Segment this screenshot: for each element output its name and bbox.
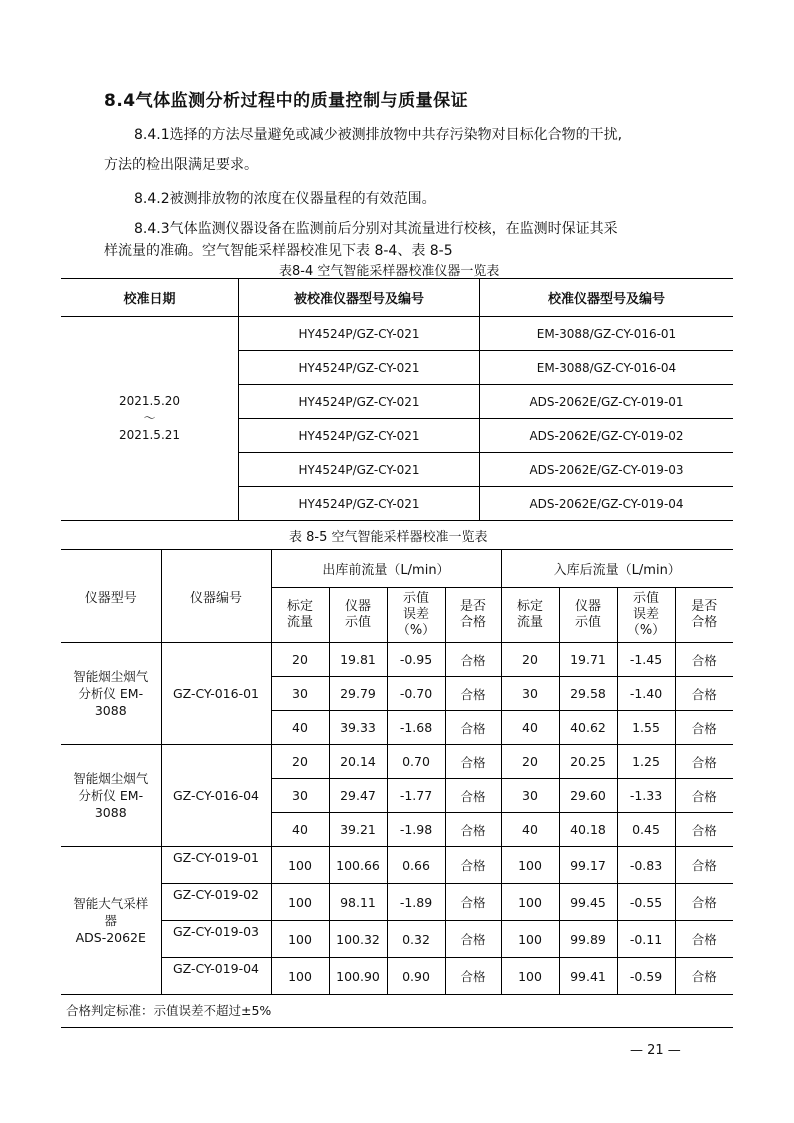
calibrated-instrument: HY4524P/GZ-CY-021 [239,351,480,385]
standard-flow-after: 20 [501,745,559,779]
pass-after: 合格 [675,847,733,884]
standard-flow-after: 100 [501,921,559,958]
pass-after: 合格 [675,711,733,745]
standard-flow-after: 100 [501,958,559,995]
indicated-before: 39.21 [329,813,387,847]
standard-flow-before: 100 [271,884,329,921]
error-before: -0.95 [387,643,445,677]
instrument-id-cell: GZ-CY-019-01 [161,847,271,884]
header-flow-before: 出库前流量（L/min） [271,550,501,588]
paragraph-8-4-3-line1: 8.4.3气体监测仪器设备在监测前后分别对其流量进行校核，在监测时保证其采 [134,221,618,237]
section-heading: 8.4气体监测分析过程中的质量控制与质量保证 [104,91,469,111]
calibrating-instrument: EM-3088/GZ-CY-016-01 [480,317,734,351]
calibrated-instrument: HY4524P/GZ-CY-021 [239,317,480,351]
instrument-id-cell: GZ-CY-019-04 [161,958,271,995]
table-header-row [61,279,733,317]
table-row [61,958,733,995]
subheader-indicated-value: 仪器 示值 [329,588,387,643]
indicated-before: 100.66 [329,847,387,884]
header-instrument-id: 仪器编号 [161,550,271,643]
indicated-after: 99.17 [559,847,617,884]
date-separator: ～ [143,411,156,425]
indicated-after: 99.41 [559,958,617,995]
error-after: 1.55 [617,711,675,745]
pass-before: 合格 [445,847,501,884]
calibrated-instrument: HY4524P/GZ-CY-021 [239,453,480,487]
pass-after: 合格 [675,745,733,779]
standard-flow-before: 100 [271,958,329,995]
paragraph-8-4-2: 8.4.2被测排放物的浓度在仪器量程的有效范围。 [134,191,436,207]
pass-before: 合格 [445,711,501,745]
subheader-pass: 是否 合格 [445,588,501,643]
standard-flow-after: 40 [501,813,559,847]
error-after: -1.45 [617,643,675,677]
sampler-calibration-table [61,549,733,995]
calibrating-instrument: EM-3088/GZ-CY-016-04 [480,351,734,385]
subheader-standard-flow: 标定 流量 [501,588,559,643]
error-before: -1.68 [387,711,445,745]
error-before: 0.90 [387,958,445,995]
instrument-id-cell: GZ-CY-016-04 [161,745,271,847]
indicated-before: 98.11 [329,884,387,921]
subheader-standard-flow: 标定 流量 [271,588,329,643]
error-after: -0.59 [617,958,675,995]
error-before: 0.70 [387,745,445,779]
pass-after: 合格 [675,643,733,677]
pass-before: 合格 [445,677,501,711]
standard-flow-before: 100 [271,921,329,958]
header-calibration-date: 校准日期 [61,279,239,317]
error-before: -1.89 [387,884,445,921]
instrument-id-cell: GZ-CY-016-01 [161,643,271,745]
pass-before: 合格 [445,779,501,813]
calibrated-instrument: HY4524P/GZ-CY-021 [239,385,480,419]
indicated-after: 20.25 [559,745,617,779]
indicated-after: 40.18 [559,813,617,847]
pass-after: 合格 [675,779,733,813]
pass-before: 合格 [445,813,501,847]
calibrating-instrument: ADS-2062E/GZ-CY-019-01 [480,385,734,419]
subheader-error: 示值 误差 （%） [617,588,675,643]
pass-before: 合格 [445,921,501,958]
pass-after: 合格 [675,813,733,847]
header-flow-after: 入库后流量（L/min） [501,550,733,588]
indicated-before: 29.79 [329,677,387,711]
standard-flow-after: 40 [501,711,559,745]
standard-flow-before: 40 [271,813,329,847]
calibration-date-cell [61,317,239,521]
pass-after: 合格 [675,884,733,921]
calibrated-instrument: HY4524P/GZ-CY-021 [239,487,480,521]
standard-flow-after: 30 [501,779,559,813]
pass-after: 合格 [675,677,733,711]
standard-flow-after: 100 [501,884,559,921]
table-row [61,745,733,779]
standard-flow-before: 30 [271,677,329,711]
pass-after: 合格 [675,921,733,958]
table-row [61,317,733,351]
table-row [61,643,733,677]
calibration-instrument-table [61,278,733,521]
table-row [61,884,733,921]
paragraph-8-4-1-line2: 方法的检出限满足要求。 [104,157,258,173]
error-after: -1.40 [617,677,675,711]
pass-before: 合格 [445,745,501,779]
indicated-after: 40.62 [559,711,617,745]
indicated-before: 19.81 [329,643,387,677]
error-before: 0.66 [387,847,445,884]
date-end: 2021.5.21 [118,428,181,442]
paragraph-8-4-1-line1: 8.4.1选择的方法尽量避免或减少被测排放物中共存污染物对目标化合物的干扰, [134,127,623,143]
table-row [61,847,733,884]
indicated-after: 99.45 [559,884,617,921]
instrument-model-cell: 智能大气采样 器 ADS-2062E [61,847,161,995]
calibrating-instrument: ADS-2062E/GZ-CY-019-04 [480,487,734,521]
standard-flow-before: 30 [271,779,329,813]
indicated-before: 20.14 [329,745,387,779]
error-after: -0.55 [617,884,675,921]
instrument-id-cell: GZ-CY-019-02 [161,884,271,921]
standard-flow-before: 20 [271,643,329,677]
error-after: -1.33 [617,779,675,813]
indicated-before: 29.47 [329,779,387,813]
standard-flow-before: 40 [271,711,329,745]
calibrating-instrument: ADS-2062E/GZ-CY-019-03 [480,453,734,487]
table-row [61,921,733,958]
pass-criteria-note: 合格判定标准：示值误差不超过±5% [66,1003,272,1018]
header-instrument-model: 仪器型号 [61,550,161,643]
indicated-before: 100.32 [329,921,387,958]
pass-after: 合格 [675,958,733,995]
standard-flow-before: 100 [271,847,329,884]
error-before: -1.77 [387,779,445,813]
calibrated-instrument: HY4524P/GZ-CY-021 [239,419,480,453]
instrument-id-cell: GZ-CY-019-03 [161,921,271,958]
error-before: -0.70 [387,677,445,711]
error-before: 0.32 [387,921,445,958]
standard-flow-before: 20 [271,745,329,779]
header-calibrated-instrument: 被校准仪器型号及编号 [239,279,480,317]
indicated-before: 100.90 [329,958,387,995]
table-8-5-caption: 表 8-5 空气智能采样器校准一览表 [289,530,488,545]
error-after: -0.11 [617,921,675,958]
page-number: — 21 — [630,1043,681,1058]
standard-flow-after: 30 [501,677,559,711]
error-after: 1.25 [617,745,675,779]
error-after: -0.83 [617,847,675,884]
subheader-pass: 是否 合格 [675,588,733,643]
pass-before: 合格 [445,643,501,677]
paragraph-8-4-3-line2: 样流量的准确。空气智能采样器校准见下表 8-4、表 8-5 [104,243,453,259]
pass-before: 合格 [445,958,501,995]
standard-flow-after: 20 [501,643,559,677]
indicated-after: 29.58 [559,677,617,711]
table-header-row [61,550,733,588]
instrument-model-cell: 智能烟尘烟气 分析仪 EM- 3088 [61,643,161,745]
header-calibrating-instrument: 校准仪器型号及编号 [480,279,734,317]
pass-before: 合格 [445,884,501,921]
indicated-after: 29.60 [559,779,617,813]
instrument-model-cell: 智能烟尘烟气 分析仪 EM- 3088 [61,745,161,847]
indicated-after: 99.89 [559,921,617,958]
calibrating-instrument: ADS-2062E/GZ-CY-019-02 [480,419,734,453]
footer-divider [61,1027,733,1028]
error-after: 0.45 [617,813,675,847]
standard-flow-after: 100 [501,847,559,884]
date-start: 2021.5.20 [118,394,181,408]
error-before: -1.98 [387,813,445,847]
subheader-error: 示值 误差 （%） [387,588,445,643]
table-8-4-caption: 表8-4 空气智能采样器校准仪器一览表 [279,264,500,279]
subheader-indicated-value: 仪器 示值 [559,588,617,643]
indicated-before: 39.33 [329,711,387,745]
indicated-after: 19.71 [559,643,617,677]
